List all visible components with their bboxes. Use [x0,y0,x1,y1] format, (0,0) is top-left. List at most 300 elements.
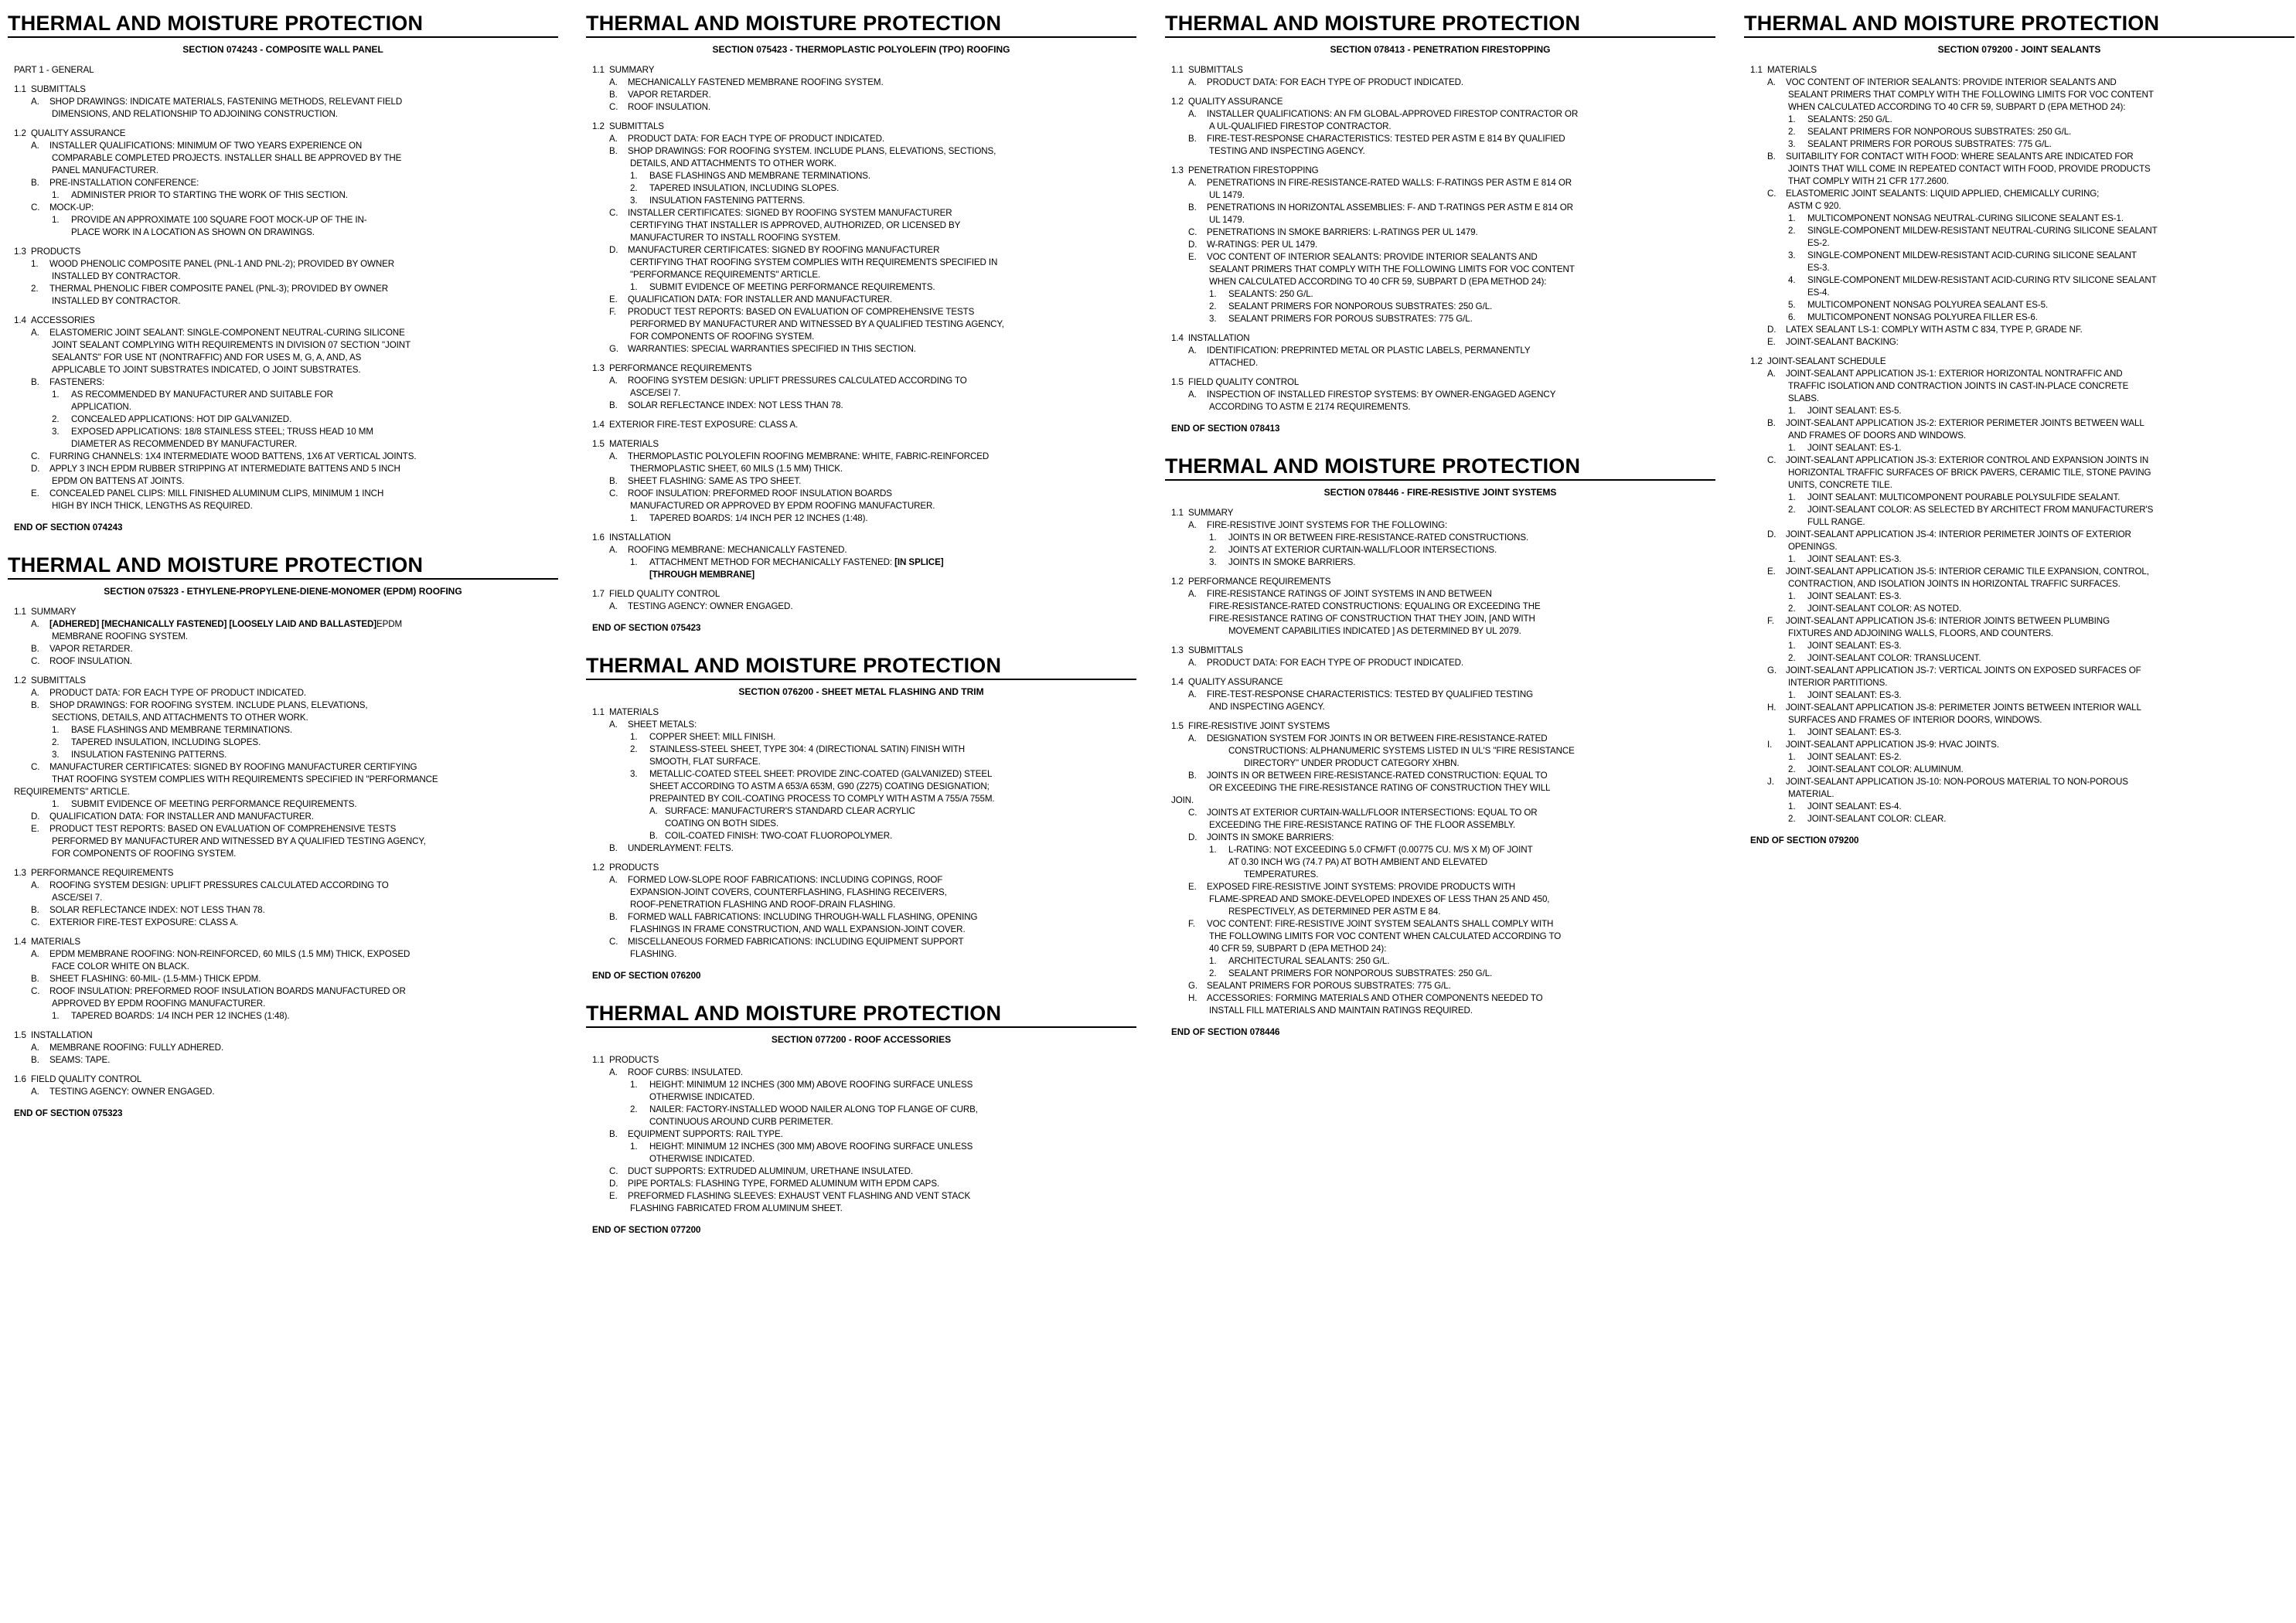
item-text: SOLAR REFLECTANCE INDEX: NOT LESS THAN 78. [49,905,265,915]
item-text: BASE FLASHINGS AND MEMBRANE TERMINATIONS. [649,171,871,181]
spec-line [8,737,558,749]
spec-line [1165,133,1715,145]
spec-line [1165,819,1715,832]
item-number: 1. [1788,554,1796,564]
item-number: A. [609,451,618,461]
spec-line [1165,645,1715,657]
item-number: B. [31,644,39,654]
spec-line [586,219,1136,232]
item-text: PRODUCT DATA: FOR EACH TYPE OF PRODUCT INDICATED. [1207,77,1463,87]
spec-line [1165,301,1715,313]
item-number: B. [1188,134,1197,144]
spec-line [1165,782,1715,794]
spec-line [8,973,558,985]
item-text: JOINT-SEALANT APPLICATION JS-10: NON-POROUS MATERIAL TO NON-POROUS [1786,777,2128,787]
item-number: 1. [31,259,39,269]
spec-line [8,985,558,998]
item-number: 3. [1209,314,1217,324]
spec-line [586,232,1136,244]
item-text-suffix: EPDM [376,619,403,629]
spec-line [8,108,558,121]
spec-line [586,1165,1136,1178]
spec-line [586,556,1136,569]
division-heading: THERMAL AND MOISTURE PROTECTION [8,553,558,580]
spec-line [1165,1005,1715,1017]
item-number: 1.4 [1171,677,1184,687]
item-text: FORMED LOW-SLOPE ROOF FABRICATIONS: INCLUDING COPINGS, ROOF [628,875,943,885]
item-number: 2. [1209,968,1217,978]
spec-line [1165,544,1715,556]
item-number: 1. [1209,532,1217,543]
item-number: 2. [1788,604,1796,614]
spec-line [1165,507,1715,519]
section-title: SECTION 075323 - ETHYLENE-PROPYLENE-DIENE-MONOMER (EPDM) ROOFING [104,586,462,597]
spec-line [8,389,558,401]
item-text: TRAFFIC ISOLATION AND CONTRACTION JOINTS IN CAST-IN-PLACE CONCRETE [1788,381,2129,391]
item-number: 2. [52,414,60,424]
item-text: JOINT SEALANT COMPLYING WITH REQUIREMENTS IN DIVISION 07 SECTION "JOINT [52,340,411,350]
spec-line [586,706,1136,719]
item-text: MULTICOMPONENT NONSAG POLYUREA SEALANT ES-5. [1807,300,2049,310]
item-text: AT 0.30 INCH WG (74.7 PA) AT BOTH AMBIENT AND ELEVATED [1228,857,1487,867]
item-text: FIRE-TEST-RESPONSE CHARACTERISTICS: TESTED BY QUALIFIED TESTING [1207,689,1534,699]
item-text: LATEX SEALANT LS-1: COMPLY WITH ASTM C 834, TYPE P, GRADE NF. [1786,325,2083,335]
spec-line [1165,980,1715,992]
spec-line [8,438,558,451]
spec-line [8,283,558,295]
spec-line [8,1054,558,1067]
item-text: SUBMITTALS [609,121,664,131]
spec-section [8,11,558,534]
item-number: C. [1188,808,1197,818]
item-text: HORIZONTAL TRAFFIC SURFACES OF BRICK PAVERS, CERAMIC TILE, STONE PAVING [1788,468,2151,478]
item-number: A. [1767,77,1776,87]
item-number: C. [31,202,40,213]
item-text: INSPECTION OF INSTALLED FIRESTOP SYSTEMS: BY OWNER-ENGAGED AGENCY [1207,390,1556,400]
spec-line [8,749,558,761]
item-text: JOINT SEALANT: ES-3. [1807,591,1902,601]
item-number: 5. [1788,300,1796,310]
item-number: C. [1767,189,1777,199]
spec-line [586,1079,1136,1091]
item-number: A. [649,806,658,816]
item-text: VOC CONTENT OF INTERIOR SEALANTS: PROVIDE INTERIOR SEALANTS AND [1207,252,1538,262]
spec-line [586,1203,1136,1215]
item-text: JOINT-SEALANT COLOR: ALUMINUM. [1807,764,1964,774]
item-number: 2. [1788,653,1796,663]
spec-line [586,544,1136,556]
spec-line [1165,745,1715,757]
item-text: SINGLE-COMPONENT MILDEW-RESISTANT ACID-CURING RTV SILICONE SEALANT [1807,275,2157,285]
spec-line [8,936,558,948]
spec-line [586,601,1136,613]
spec-line [1744,652,2294,665]
item-number: 1.1 [592,707,605,717]
item-number: A. [31,1043,39,1053]
spec-line [8,655,558,668]
spec-line [1744,516,2294,529]
item-number: 1. [630,171,638,181]
item-text: SEALANT PRIMERS FOR NONPOROUS SUBSTRATES: 250 G/L. [1228,968,1493,978]
item-number: D. [1767,529,1777,539]
item-number: 2. [52,737,60,747]
item-number: 1. [630,557,638,567]
item-number: C. [31,762,40,772]
item-text: MOVEMENT CAPABILITIES INDICATED ] AS DETERMINED BY UL 2079. [1228,626,1521,636]
spec-line [1744,813,2294,825]
item-number: F. [1188,919,1195,929]
item-text: DIAMETER AS RECOMMENDED BY MANUFACTURER. [71,439,298,449]
item-text: FORMED WALL FABRICATIONS: INCLUDING THROUGH-WALL FLASHING, OPENING [628,912,978,922]
item-text: ROOFING MEMBRANE: MECHANICALLY FASTENED. [628,545,847,555]
spec-line [1744,751,2294,764]
spec-line [8,451,558,463]
spec-line [1744,640,2294,652]
item-text: SMOOTH, FLAT SURFACE. [649,757,761,767]
item-number: D. [1767,325,1777,335]
spec-line [1165,943,1715,955]
spec-line [1744,492,2294,504]
spec-line [586,101,1136,114]
spec-line [1165,701,1715,713]
item-text: PRODUCT TEST REPORTS: BASED ON EVALUATION OF COMPREHENSIVE TESTS [49,824,397,834]
item-text: CONTINUOUS AROUND CURB PERIMETER. [649,1117,833,1127]
item-text: FLASHING. [630,949,677,959]
item-text: QUALITY ASSURANCE [1188,677,1283,687]
item-text: EPDM MEMBRANE ROOFING: NON-REINFORCED, 60 MILS (1.5 MM) THICK, EXPOSED [49,949,410,959]
item-text: STAINLESS-STEEL SHEET, TYPE 304: 4 (DIRECTIONAL SATIN) FINISH WITH [649,744,966,754]
item-text: SEALANT PRIMERS FOR POROUS SUBSTRATES: 775 G/L. [1228,314,1473,324]
column-4 [1744,11,2294,866]
spec-line [1165,121,1715,133]
item-text-bold: [IN SPLICE] [894,557,944,567]
item-text: SEALANT PRIMERS FOR POROUS SUBSTRATES: 775 G/L. [1207,981,1451,991]
item-text: SOLAR REFLECTANCE INDEX: NOT LESS THAN 78. [628,400,843,410]
item-number: C. [609,102,618,112]
spec-line [586,793,1136,805]
item-text: ROOF INSULATION. [628,102,711,112]
item-text: PERFORMANCE REQUIREMENTS [1188,577,1331,587]
item-text: WOOD PHENOLIC COMPOSITE PANEL (PNL-1 AND PNL-2); PROVIDED BY OWNER [49,259,395,269]
item-text: PRE-INSTALLATION CONFERENCE: [49,178,199,188]
item-text: SHEET FLASHING: SAME AS TPO SHEET. [628,476,802,486]
spec-line [1165,264,1715,276]
spec-line [586,121,1136,133]
item-text: CONCEALED APPLICATIONS: HOT DIP GALVANIZED. [71,414,292,424]
section-title: SECTION 075423 - THERMOPLASTIC POLYOLEFIN (TPO) ROOFING [712,44,1010,55]
item-text: FURRING CHANNELS: 1X4 INTERMEDIATE WOOD BATTENS, 1X6 AT VERTICAL JOINTS. [49,451,417,461]
item-text: THERMAL PHENOLIC FIBER COMPOSITE PANEL (PNL-3); PROVIDED BY OWNER [49,284,389,294]
spec-line [586,1128,1136,1141]
item-text: FLASHING FABRICATED FROM ALUMINUM SHEET. [630,1203,843,1213]
item-number: 1. [1209,845,1217,855]
item-text: JOINT-SEALANT SCHEDULE [1767,356,1886,366]
end-of-section: END OF SECTION 078413 [1171,424,1280,434]
item-number: B. [31,178,39,188]
item-text: JOIN. [1171,795,1194,805]
spec-line [586,886,1136,899]
item-text: SLABS. [1788,393,1820,403]
spec-line [1165,389,1715,401]
item-number: 6. [1788,312,1796,322]
spec-line [1744,479,2294,492]
spec-line [586,874,1136,886]
spec-line [8,96,558,108]
item-text: QUALIFICATION DATA: FOR INSTALLER AND MANUFACTURER. [628,294,892,305]
item-text: JOINTS IN OR BETWEEN FIRE-RESISTANCE-RATED CONSTRUCTIONS. [1228,532,1529,543]
item-number: A. [31,328,39,338]
spec-line [1165,64,1715,77]
spec-line [1744,430,2294,442]
item-number: I. [1767,740,1773,750]
spec-line [586,948,1136,961]
item-number: 1.2 [1171,97,1184,107]
spec-line [1744,689,2294,702]
spec-line [586,924,1136,936]
spec-line [586,318,1136,331]
item-number: 1. [1209,289,1217,299]
spec-line [1165,893,1715,906]
end-of-section: END OF SECTION 076200 [592,971,701,981]
item-text: MANUFACTURER CERTIFICATES: SIGNED BY ROOFING MANUFACTURER CERTIFYING [49,762,417,772]
item-text: PROVIDE AN APPROXIMATE 100 SQUARE FOOT MOCK-UP OF THE IN- [71,215,367,225]
item-text: SHOP DRAWINGS: FOR ROOFING SYSTEM. INCLUDE PLANS, ELEVATIONS, [49,700,368,710]
item-text: ROOF INSULATION. [49,656,133,666]
item-number: 1. [630,1142,638,1152]
item-text: FOR COMPONENTS OF ROOFING SYSTEM. [52,849,237,859]
item-text: MATERIALS [1767,65,1817,75]
item-number: 2. [31,284,39,294]
spec-line [1744,138,2294,151]
spec-line [8,643,558,655]
item-text: INSULATION FASTENING PATTERNS. [71,750,227,760]
spec-line [1744,578,2294,590]
item-number: G. [1767,665,1777,675]
item-number: 1.5 [1171,721,1184,731]
spec-line [586,781,1136,793]
division-heading: THERMAL AND MOISTURE PROTECTION [1165,454,1715,481]
item-text: PIPE PORTALS: FLASHING TYPE, FORMED ALUMINUM WITH EPDM CAPS. [628,1179,940,1189]
item-number: C. [31,451,40,461]
spec-line [8,1086,558,1098]
item-text: JOINT-SEALANT BACKING: [1786,337,1899,347]
spec-line [586,158,1136,170]
item-text: ELASTOMERIC JOINT SEALANT: SINGLE-COMPONENT NEUTRAL-CURING SILICONE [49,328,405,338]
item-text: APPLICABLE TO JOINT SUBSTRATES INDICATED, O JOINT SUBSTRATES. [52,365,361,375]
item-number: 1.1 [592,1055,605,1065]
spec-line [8,948,558,961]
item-text: JOINTS AT EXTERIOR CURTAIN-WALL/FLOOR INTERSECTIONS. [1228,545,1497,555]
item-text: JOINT-SEALANT APPLICATION JS-4: INTERIOR PERIMETER JOINTS OF EXTERIOR [1786,529,2131,539]
item-text: AND INSPECTING AGENCY. [1209,702,1325,712]
item-text: MEMBRANE ROOFING SYSTEM. [52,631,189,641]
spec-line [1744,405,2294,417]
item-number: 2. [630,183,638,193]
item-number: A. [609,875,618,885]
item-number: A. [31,688,39,698]
item-text: JOINT SEALANT: ES-4. [1807,801,1902,812]
item-text: FLAME-SPREAD AND SMOKE-DEVELOPED INDEXES OF LESS THAN 25 AND 450, [1209,894,1550,904]
spec-line [1744,714,2294,726]
item-number: 3. [630,769,638,779]
spec-line [1165,239,1715,251]
spec-line [1744,262,2294,274]
item-number: C. [609,208,618,218]
item-number: C. [1188,227,1197,237]
item-number: 1.4 [14,315,26,325]
item-text: THE FOLLOWING LIMITS FOR VOC CONTENT WHEN CALCULATED ACCORDING TO [1209,931,1562,941]
item-text: PRODUCT TEST REPORTS: BASED ON EVALUATION OF COMPREHENSIVE TESTS [628,307,975,317]
spec-line [8,1042,558,1054]
item-number: 2. [1209,545,1217,555]
spec-line [8,364,558,376]
spec-line [1165,918,1715,931]
item-text: L-RATING: NOT EXCEEDING 5.0 CFM/FT (0.00775 CU. M/S X M) OF JOINT [1228,845,1533,855]
item-number: A. [1188,733,1197,743]
spec-line [1744,529,2294,541]
spec-line [8,618,558,631]
spec-line [1165,832,1715,844]
item-text: DIRECTORY" UNDER PRODUCT CATEGORY XHBN. [1244,758,1460,768]
spec-line [8,202,558,214]
division-heading: THERMAL AND MOISTURE PROTECTION [586,11,1136,38]
item-text: SUBMITTALS [1188,65,1243,75]
spec-line [1744,393,2294,405]
item-text: ROOFING SYSTEM DESIGN: UPLIFT PRESSURES CALCULATED ACCORDING TO [628,376,967,386]
spec-line [8,798,558,811]
item-text: ASCE/SEI 7. [630,388,681,398]
end-of-section: END OF SECTION 075423 [592,623,701,633]
spec-line [8,848,558,860]
item-text: JOINTS IN SMOKE BARRIERS: [1207,832,1334,842]
item-number: 1.3 [592,363,605,373]
item-number: A. [609,720,618,730]
item-text: PRODUCT DATA: FOR EACH TYPE OF PRODUCT INDICATED. [628,134,884,144]
spec-line [1165,613,1715,625]
spec-line [8,258,558,270]
item-number: 1. [1209,956,1217,966]
item-text: FIXTURES AND ADJOINING WALLS, FLOORS, AND COUNTERS. [1788,628,2053,638]
spec-line [8,140,558,152]
spec-line [8,823,558,835]
item-text: ACCESSORIES [31,315,95,325]
item-number: 2. [1788,226,1796,236]
spec-line [1744,726,2294,739]
spec-line [586,830,1136,842]
spec-line [8,295,558,308]
spec-line [8,998,558,1010]
item-number: 1. [52,215,60,225]
spec-line [8,835,558,848]
item-number: B. [31,905,39,915]
spec-section [586,11,1136,635]
spec-line [8,214,558,226]
spec-line [8,811,558,823]
item-number: 1. [630,732,638,742]
spec-line [8,352,558,364]
item-text: MISCELLANEOUS FORMED FABRICATIONS: INCLUDING EQUIPMENT SUPPORT [628,937,964,947]
spec-line [586,294,1136,306]
item-number: 1.3 [14,247,26,257]
item-text: WHEN CALCULATED ACCORDING TO 40 CFR 59, SUBPART D (EPA METHOD 24): [1209,277,1547,287]
item-number: B. [609,90,618,100]
spec-line [8,128,558,140]
item-text: UNITS, CONCRETE TILE. [1788,480,1892,490]
item-text: WARRANTIES: SPECIAL WARRANTIES SPECIFIED IN THIS SECTION. [628,344,916,354]
item-text: PRODUCTS [609,863,659,873]
spec-line [1165,96,1715,108]
item-number: 3. [630,196,638,206]
spec-line [1165,276,1715,288]
item-number: 1. [52,799,60,809]
spec-line [8,315,558,327]
spec-line [586,1153,1136,1165]
item-text: AS RECOMMENDED BY MANUFACTURER AND SUITABLE FOR [71,390,333,400]
item-text: SHEET ACCORDING TO ASTM A 653/A 653M, G90 (Z275) COATING DESIGNATION; [649,781,990,791]
item-number: 1. [52,1011,60,1021]
item-text: FACE COLOR WHITE ON BLACK. [52,961,189,971]
spec-section [586,1001,1136,1237]
item-number: 1.4 [592,420,605,430]
item-text: FIRE-RESISTANCE RATING OF CONSTRUCTION THAT THEY JOIN, [AND WITH [1209,614,1535,624]
item-number: 1.2 [1750,356,1763,366]
item-text: IDENTIFICATION: PREPRINTED METAL OR PLASTIC LABELS, PERMANENTLY [1207,345,1531,356]
spec-line [1744,200,2294,213]
spec-line [586,1178,1136,1190]
item-text: DESIGNATION SYSTEM FOR JOINTS IN OR BETWEEN FIRE-RESISTANCE-RATED [1207,733,1548,743]
spec-line [1165,345,1715,357]
item-number: A. [1188,109,1197,119]
spec-line [8,426,558,438]
spec-line [1744,677,2294,689]
spec-line [586,936,1136,948]
item-number: 2. [1209,301,1217,311]
item-number: 1. [1788,443,1796,453]
item-text: SEAMS: TAPE. [49,1055,111,1065]
spec-line [586,1054,1136,1067]
item-number: 1.1 [14,607,26,617]
spec-line [1165,177,1715,189]
item-text: FIRE-TEST-RESPONSE CHARACTERISTICS: TESTED PER ASTM E 814 BY QUALIFIED [1207,134,1565,144]
item-number: 1. [52,725,60,735]
spec-line [586,387,1136,400]
item-number: 1. [1788,690,1796,700]
item-text: TAPERED INSULATION, INCLUDING SLOPES. [649,183,840,193]
item-text: PENETRATIONS IN HORIZONTAL ASSEMBLIES: F- AND T-RATINGS PER ASTM E 814 OR [1207,202,1573,213]
item-number: F. [609,307,616,317]
item-number: B. [1188,202,1197,213]
spec-line [1744,368,2294,380]
item-text: SUBMITTALS [1188,645,1243,655]
spec-line [586,743,1136,756]
spec-line [8,1029,558,1042]
spec-line [1165,869,1715,881]
item-text: JOINTS IN SMOKE BARRIERS. [1228,557,1356,567]
item-number: 1.4 [14,937,26,947]
spec-line [1165,968,1715,980]
spec-line [586,244,1136,257]
spec-line [1165,733,1715,745]
spec-line [8,413,558,426]
spec-line [8,892,558,904]
section-title: SECTION 078446 - FIRE-RESISTIVE JOINT SYSTEMS [1323,487,1557,498]
spec-line [8,774,558,786]
item-text: PRODUCT DATA: FOR EACH TYPE OF PRODUCT INDICATED. [49,688,306,698]
item-number: D. [1188,240,1197,250]
spec-line [1744,504,2294,516]
spec-line [1165,556,1715,569]
spec-line [1744,126,2294,138]
